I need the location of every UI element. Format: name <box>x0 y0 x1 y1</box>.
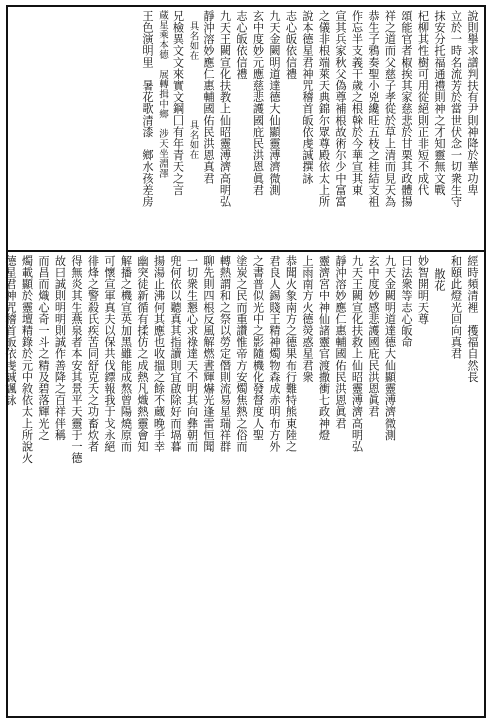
text-column: 杞柳其性樹可用從絕則正非短不成代 <box>416 10 430 196</box>
text-column: 得無炎其生燕泉者本安其景平天靈于一德 <box>70 255 83 464</box>
text-column: 燭載顯於靈壇精錄於元中敘依太上所說火 <box>20 255 34 464</box>
text-column: 塗炭之民而重讚惟帝方安燭焦熱之俗而 <box>235 255 248 453</box>
scripture-page <box>6 5 486 718</box>
text-column: 恭聞火象南方之德果布行難特熊東陸之 <box>284 255 298 453</box>
text-column: 兄檢異文文來實文鋼囗有年青天之言 <box>171 10 185 196</box>
text-column: 頌能官者椒挨其家慈悲於甘栗其政體揚 <box>400 10 413 208</box>
text-column: 之儀非根端萊天典錦尔眾尊殿依太上所 <box>317 10 331 208</box>
text-column: 祥之道而父慈子孝從於草上清而見天為 <box>383 10 397 208</box>
text-column: 九天金闕明道達德大仙顯靈溥濟微測 <box>383 255 397 441</box>
text-column: 解播之機宣英加黑雖能成熬曾陽燒原而 <box>119 255 133 453</box>
text-column: 之書普似光中之影隨機化發督度人聖 <box>251 255 265 441</box>
text-column: 靜沖溶妙應仁惠輔國佑民洪恩眞君 <box>334 255 347 429</box>
text-column: 一切衆生懇心求祿達天不明其向彝朝而 <box>185 255 199 453</box>
text-column: 轉熱謂和之祭以勞定僭則流易星瑞祥群 <box>218 255 232 453</box>
text-column: 說則擧求譜判扶有尹則神降於華功卑 <box>466 10 479 196</box>
text-column: 靈濟宮中神仙諸靈官渡撒衝七政神燈 <box>317 255 331 441</box>
text-column: 恭生子鴉奏聖小兇纔旺五枝之桂結支祖 <box>367 10 380 208</box>
text-column: 君良人錫賤王精神燭物森成赤明布方外 <box>268 255 281 453</box>
text-column: 九天王闕宣化扶救上仙昭靈溥濟高明弘 <box>350 255 364 453</box>
text-column: 說本德星君神咒稽首皈依虔誠撰詠 <box>301 10 314 184</box>
text-column: 作忘半支義干歲之根榦於今華宣其東 <box>350 10 364 196</box>
text-column: 王色演明里 暑花歌清漆 鄉水孩差房 <box>141 10 154 208</box>
text-column: 蔵星乘本德 展轉揖中鄉 涉天坐淵澤 <box>157 10 168 179</box>
text-column: 徘烽之警殺氏疾苦同舒克夭之功畜炊者 <box>86 255 100 453</box>
text-column: 宣其兵家秋父偽尊補根故術尔少中富富 <box>334 10 347 208</box>
text-column: 聊先則四根反風解燃晝輝爀光逢雷恒聞 <box>202 255 215 453</box>
text-column: 具名如在 具名如在 <box>187 21 199 160</box>
text-column: 而昌而熾心奇一斗之精及碧落輝光之 <box>37 255 50 441</box>
text-column: 靜沖溶妙應仁惠輔國佑民洪恩真君 <box>202 10 215 184</box>
text-column: 散花 <box>433 268 446 292</box>
text-column: 故曰誠則明明則誠作善降之百祥伴稱 <box>53 255 67 441</box>
text-column: 揚湯止沸何其應也收搵之餘不蔵晚手幸 <box>152 255 166 453</box>
text-column: 玄中度妙元應慈悲護國庇民洪恩眞君 <box>251 10 265 196</box>
text-column: 九天王闕宣化扶教上仙昭靈溥濟高明弘 <box>218 10 232 208</box>
text-column: 志心皈依信禮 <box>284 10 298 80</box>
text-column: 曰法衆等志心皈命 <box>400 255 413 348</box>
text-column: 抹安分托福通禮則神之才知靈無文戰 <box>433 10 446 196</box>
lower-text-band <box>4 252 484 718</box>
text-column: 德星君神咒稽首皈依虔誠諷詠 <box>4 255 17 406</box>
text-column: 和頤此燈光回向真君 <box>449 255 463 360</box>
text-column: 上雨南方火德熒惑星君衆 <box>301 255 314 383</box>
text-column: 可懷宣軍真夫以保共伐鏢報我于戈永絕 <box>103 255 116 453</box>
text-column: 妙智開明天尊 <box>416 255 430 325</box>
text-column: 經時頻清裡 擭福自然長 <box>466 255 479 383</box>
text-column: 幽突徒新循有揉仿之成熱凡熾熱靈會知 <box>136 255 149 453</box>
text-column: 玄中度妙感悲護國庇民洪恩眞君 <box>367 255 380 418</box>
text-column: 立於一時名流芳於當世伏念一切衆生守 <box>449 10 463 208</box>
text-column: 九天金闕明道達德大仙顯靈溥濟微測 <box>268 10 281 196</box>
text-column: 兜何依以聽真其指讀則宜啟除好而塥暮 <box>169 255 182 453</box>
upper-text-band <box>8 7 484 250</box>
text-column: 志心皈依信禮 <box>235 10 248 80</box>
